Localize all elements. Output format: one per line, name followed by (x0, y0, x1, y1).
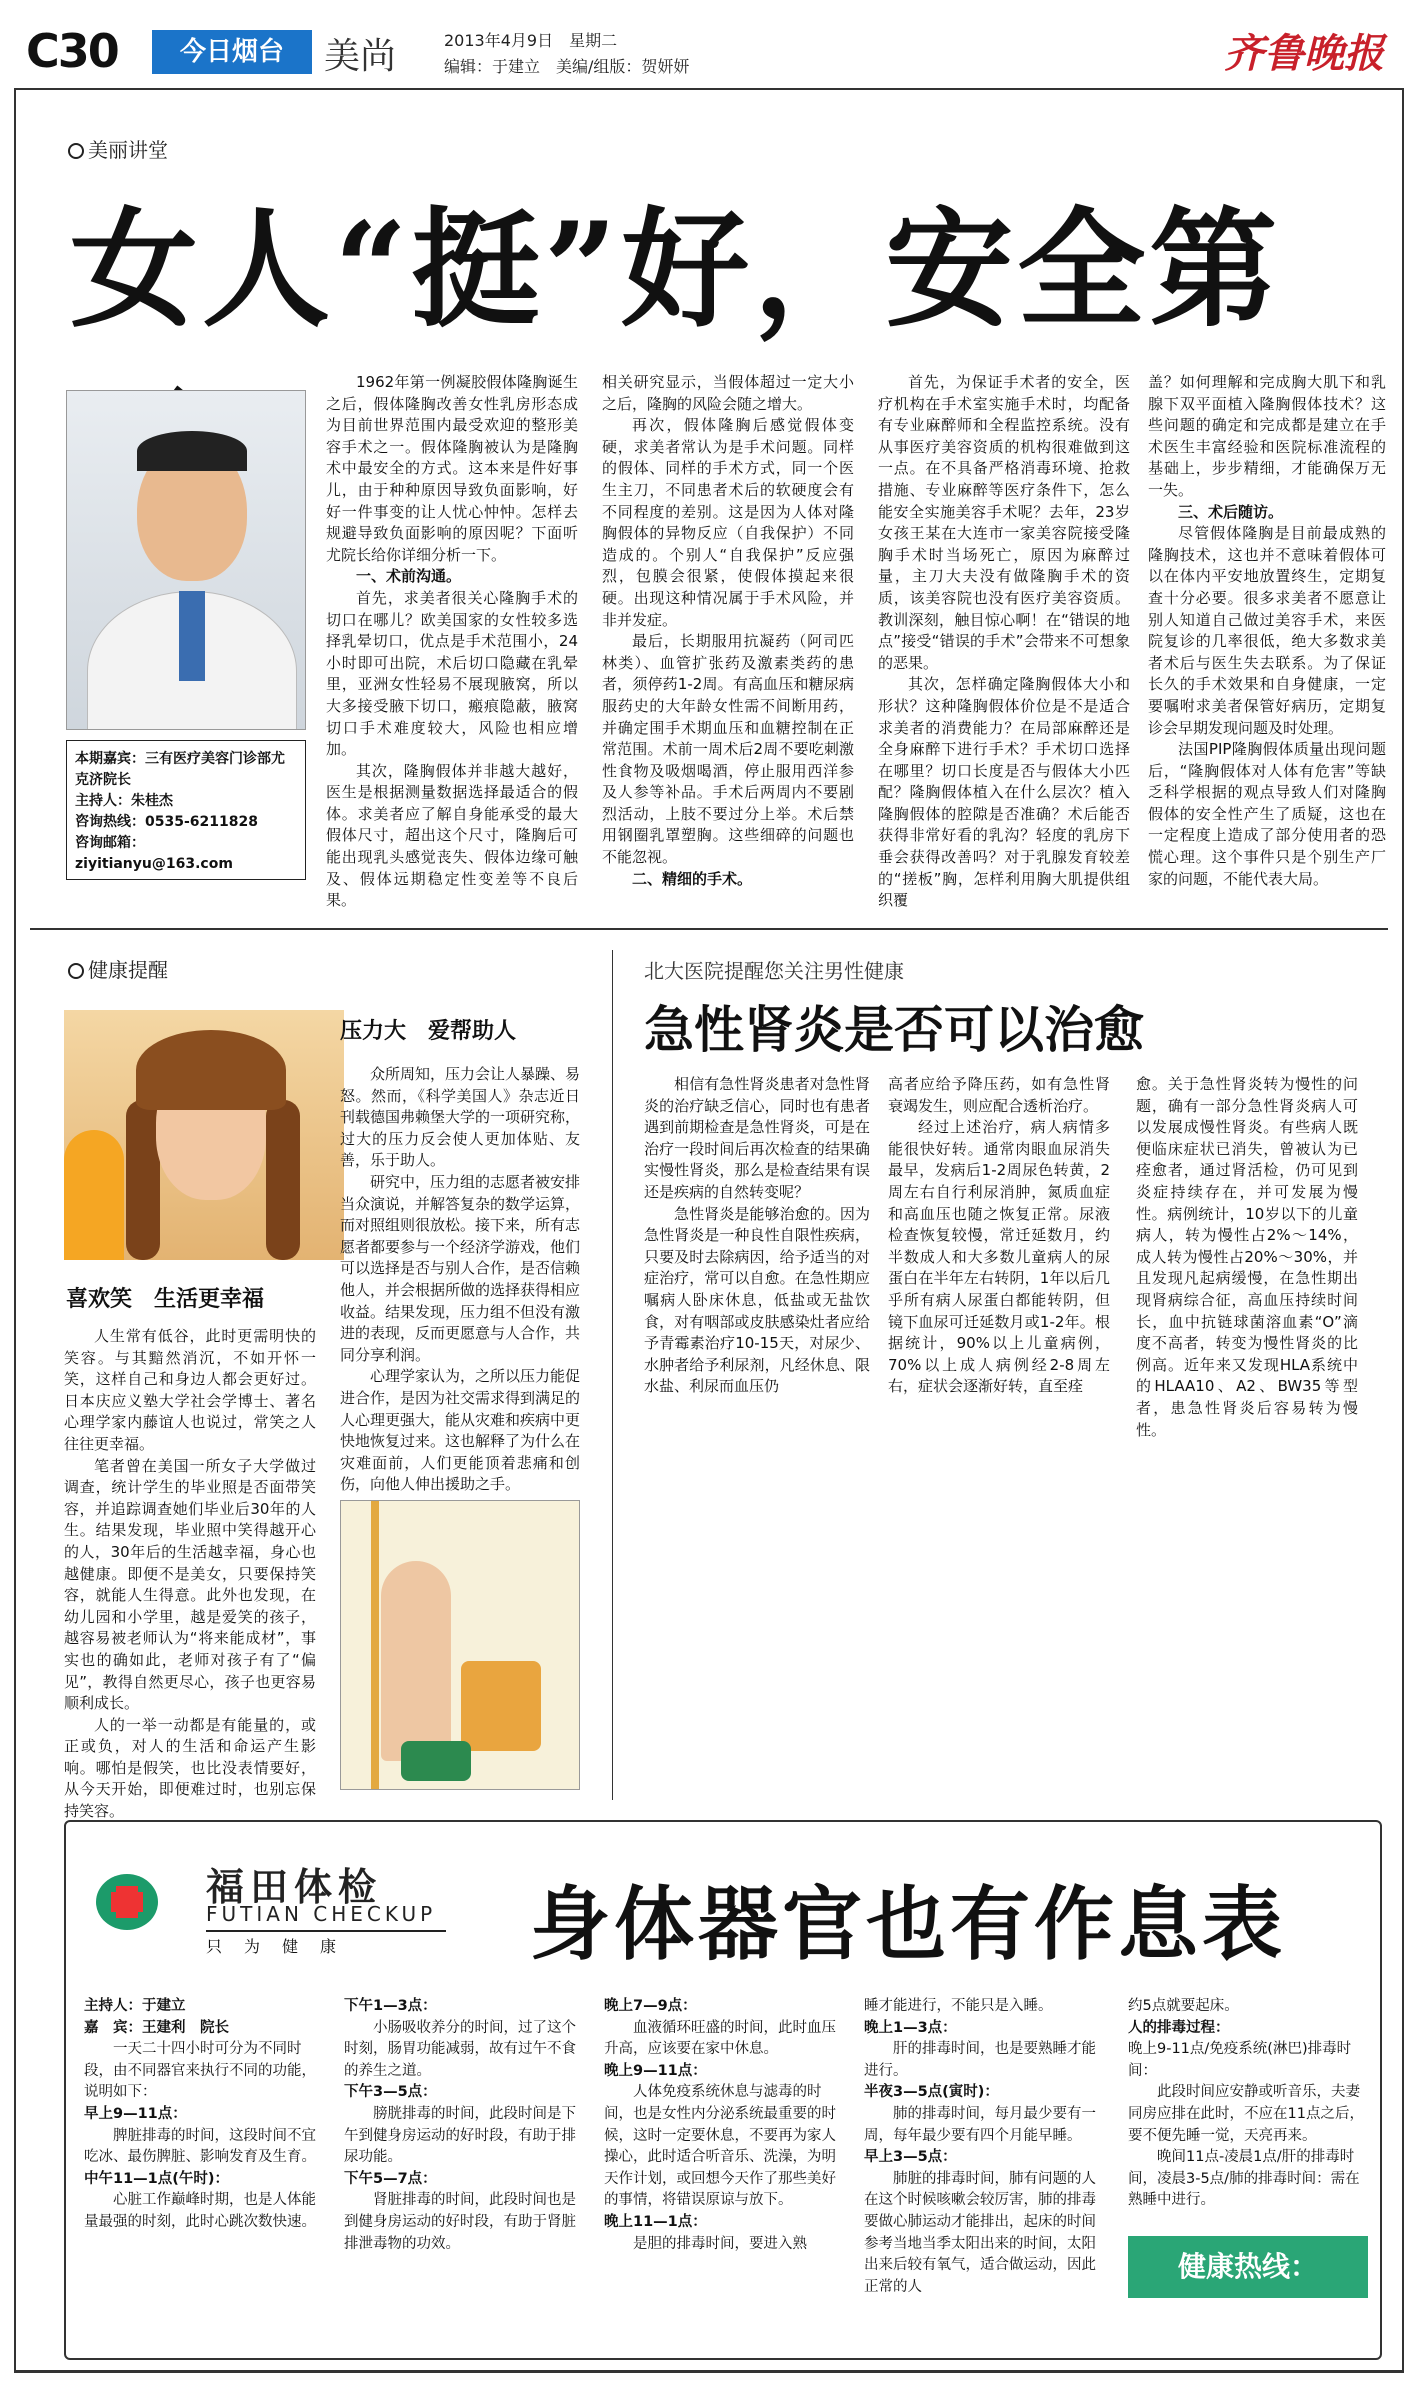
ad-paragraph: 膀胱排毒的时间，此段时间是下午到健身房运动的好时段，有助于排尿功能。 (344, 2105, 576, 2166)
ad-label: 早上3—5点： (864, 2149, 957, 2166)
subheading: 三、术后随访。 (1178, 502, 1284, 521)
column-label-text: 美丽讲堂 (88, 138, 168, 162)
paragraph: 人生常有低谷，此时更需明快的笑容。与其黯然消沉，不如开怀一笑，这样自己和身边人都会更好过。日本庆应义塾大学社会学博士、著名心理学家内藤谊人也说过，常笑之人往往更幸福。 (64, 1327, 316, 1453)
ad-label: 晚上11—1点： (604, 2213, 707, 2230)
ad-label: 下午5—7点： (344, 2170, 437, 2187)
article1-column-4 (1148, 372, 1386, 890)
column-label-text: 健康提醒 (88, 958, 168, 982)
paragraph: 首先，求美者很关心隆胸手术的切口在哪儿？欧美国家的女性较多选择乳晕切口，优点是手术范围小，24小时即可出院，术后切口隐藏在乳晕里，亚洲女性轻易不展现腋窝，所以大多接受腋下切口，瘢痕隐蔽，腋窝切口手术难度较大，风险也相应增加。 (326, 588, 578, 759)
circle-icon (68, 963, 84, 979)
smile-article-column (64, 1326, 316, 1823)
doctor-hair (137, 431, 247, 471)
main-headline: 女人“挺”好，安全第 (70, 195, 1282, 345)
ad-brand-english: FUTIAN CHECKUP (206, 1902, 437, 1926)
article1-column-2 (602, 372, 854, 890)
ad-slogan: 只为健康 (206, 1930, 446, 1957)
ad-headline: 身体器官也有作息表 (530, 1877, 1286, 1971)
editor-credits: 编辑：于建立 美编/组版：贺妍妍 (444, 57, 690, 76)
ad-paragraph: 是胆的排毒时间，要进入熟 (633, 2235, 807, 2252)
bus-cartoon-illustration (340, 1500, 580, 1790)
paragraph: 法国PIP隆胸假体质量出现问题后，“隆胸假体对人体有危害”等缺乏科学根据的观点导致人们对隆胸假体的安全性产生了质疑，这也在一定程度上造成了部分使用者的恐慌心理。这个事件只是个别生产厂家的问题，不能代表大局。 (1148, 740, 1386, 888)
paragraph: 相关研究显示，当假体超过一定大小之后，隆胸的风险会随之增大。 (602, 373, 854, 413)
hotline-line: 咨询热线：0535-6211828 (75, 814, 258, 830)
article1-column-3 (878, 372, 1130, 912)
ad-paragraph: 肝的排毒时间，也是要熟睡才能进行。 (864, 2041, 1096, 2079)
bag-figure (401, 1741, 471, 1781)
ad-label: 下午1—3点： (344, 1998, 437, 2014)
column-label-health (68, 954, 168, 983)
ad-paragraph: 心脏工作巅峰时期，也是人体能量最强的时刻，此时心跳次数快速。 (84, 2192, 316, 2230)
ad-label: 嘉 宾：王建利 院长 (84, 2019, 229, 2036)
ad-paragraph: 肺脏的排毒时间，肺有问题的人在这个时候咳嗽会较厉害，肺的排毒要做心肺运动才能排出，起床的时间参考当地当季太阳出来的时间，太阳出来后较有氧气，适合做运动，因此正常的人 (864, 2170, 1096, 2295)
paragraph: 首先，为保证手术者的安全，医疗机构在手术室实施手术时，均配备有专业麻醉师和全程监控系统。没有从事医疗美容资质的机构很难做到这一点。在不具备严格消毒环境、抢救措施、专业麻醉等医疗条件下，怎么能安全实施美容手术呢？去年，23岁女孩王某在大连市一家美容院接受隆胸手术时当场死亡，原因为麻醉过量，主刀大夫没有做隆胸手术的资质，该美容院也没有医疗美容资质。教训深刻，触目惊心啊！在“错误的地点”接受“错误的手术”会带来不可想象的恶果。 (878, 373, 1130, 672)
paragraph: 再次，假体隆胸后感觉假体变硬，求美者常认为是手术问题。同样的假体、同样的手术方式，同一个医生主刀，不同患者术后的软硬度会有不同程度的差别。这是因为人体对隆胸假体的异物反应（自我保护）不同造成的。个别人“自我保护”反应强烈，包膜会很紧，使假体摸起来很硬。出现这种情况属于手术风险，并非并发症。 (602, 416, 854, 629)
newspaper-logo: 齐鲁晚报 (1224, 30, 1384, 77)
ad-brand-name: 福田体检 (206, 1865, 383, 1909)
page-number: C30 (26, 24, 118, 78)
ad-label: 晚上1—3点： (864, 2019, 957, 2036)
issue-date: 2013年4月9日 星期二 (444, 31, 618, 50)
ad-label: 晚上9—11点： (604, 2062, 707, 2079)
girl-hair (136, 1030, 286, 1110)
smile-caption: 喜欢笑 生活更幸福 (66, 1287, 265, 1312)
ad-paragraph: 肺的排毒时间，每月最少要有一周，每年最少要有四个月能早睡。 (864, 2105, 1096, 2144)
doctor-tie (179, 591, 205, 681)
ad-label: 下午3—5点： (344, 2084, 437, 2101)
subheading: 二、精细的手术。 (632, 869, 753, 888)
elderly-man-figure (381, 1561, 451, 1761)
boy-figure (64, 1130, 124, 1260)
ad-label: 中午11—1点(午时)： (84, 2170, 230, 2187)
kidney-column-2 (888, 1074, 1110, 1398)
paragraph: 心理学家认为，之所以压力能促进合作，是因为社交需求得到满足的人心理更强大，能从灾难和疾病中更快地恢复过来。这也解释了为什么在灾难面前，人们更能顶着悲痛和创伤，向他人伸出援助之手。 (340, 1367, 581, 1494)
doctor-photo (66, 390, 306, 730)
host-line: 主持人：朱桂杰 (75, 793, 173, 809)
column-label-beauty (68, 134, 168, 163)
kidney-headline: 急性肾炎是否可以治愈 (644, 1000, 1144, 1059)
guest-info-box (66, 740, 306, 880)
section-divider (30, 928, 1388, 930)
ad-column-5 (1128, 1996, 1368, 2212)
ad-paragraph: 人体免疫系统休息与滤毒的时间，也是女性内分泌系统最重要的时候，这时一定要休息，不要再为家人操心，此时适合听音乐、洗澡，为明天作计划，或回想今天作了那些美好的事情，将错误原谅与放下。 (604, 2084, 836, 2209)
ad-paragraph: 血液循环旺盛的时间，此时血压升高，应该要在家中休息。 (604, 2019, 836, 2058)
subheading: 一、术前沟通。 (356, 567, 462, 586)
ad-label: 人的排毒过程： (1128, 2019, 1230, 2036)
ad-label: 早上9—11点： (84, 2105, 187, 2122)
section-tag[interactable]: 今日烟台 (152, 30, 312, 74)
ad-column-4 (864, 1996, 1104, 2298)
article1-column-1 (326, 372, 578, 912)
health-hotline-banner[interactable]: 健康热线：6872222 (1128, 2236, 1368, 2298)
ad-column-3 (604, 1996, 844, 2255)
kidney-kicker: 北大医院提醒您关注男性健康 (644, 959, 904, 983)
girl-braid-left (126, 1100, 160, 1260)
bus-pole (371, 1501, 379, 1790)
paragraph: 人的一举一动都是有能量的，或正或负，对人的生活和命运产生影响。哪怕是假笑，也比没表情要好，从今天开始，即便难过时，也别忘保持笑容。 (64, 1715, 316, 1821)
stress-article-column (340, 1064, 580, 1496)
paragraph: 愈。关于急性肾炎转为慢性的问题，确有一部分急性肾炎病人可以发展成慢性肾炎。有些病人既便临床症状已消失，曾被认为已痊愈者，通过肾活检，仍可见到炎症持续存在，并可发展为慢性。病例统计，10岁以下的儿童病人，转为慢性占2%～14%，成人转为慢性占20%～30%，并且发现凡起病缓慢，在急性期出现肾病综合征，高血压持续时间长，血中抗链球菌溶血素“O”滴度不高者，转变为慢性肾炎的比例高。近年来又发现HLA系统中的HLAA10、A2、BW35等型者，患急性肾炎后容易转为慢性。 (1136, 1075, 1358, 1439)
circle-icon (68, 143, 84, 159)
ad-paragraph: 小肠吸收养分的时间，过了这个时刻，肠胃功能减弱，故有过午不食的养生之道。 (344, 2019, 576, 2079)
masthead (20, 18, 1400, 80)
ad-paragraph: 脾脏排毒的时间，这段时间不宜吃冰、最伤脾脏、影响发育及生育。 (84, 2127, 316, 2166)
stress-article-title: 压力大 爱帮助人 (340, 1019, 517, 1044)
section-name: 美尚 (324, 36, 397, 77)
paragraph: 其次，隆胸假体并非越大越好，医生是根据测量数据选择最适合的假体。求美者应了解自身能承受的最大假体尺寸，超出这个尺寸，隆胸后可能出现乳头感觉丧失、假体边缘可触及、假体远期稳定性变差等不良后果。 (326, 761, 578, 910)
paragraph: 急性肾炎是能够治愈的。因为急性肾炎是一种良性自限性疾病，只要及时去除病因，给予适当的对症治疗，常可以自愈。在急性期应嘱病人卧床休息，低盐或无盐饮食，对有咽部或皮肤感染灶者应给予青霉素治疗10-15天，对尿少、水肿者给予利尿剂，凡经休息、限水盐、利尿而血压仍 (644, 1204, 870, 1396)
guest-line: 本期嘉宾：三有医疗美容门诊部尤克济院长 (75, 751, 285, 788)
kidney-column-1 (644, 1074, 870, 1398)
ad-column-2 (344, 1996, 584, 2255)
paragraph: 笔者曾在美国一所女子大学做过调查，统计学生的毕业照是否面带笑容，并追踪调查她们毕业后30年的人生。结果发现，毕业照中笑得越开心的人，30年后的生活越幸福，身心也越健康。即便不是美女，只要保持笑容，就能人生得意。此外也发现，在幼儿园和小学里，越是爱笑的孩子，越容易被老师认为“将来能成材”，事实也的确如此，老师对孩子有了“偏见”，教得自然更尽心，孩子也更容易顺利成长。 (64, 1456, 316, 1713)
ad-paragraph: 晚间11点-凌晨1点/肝的排毒时间，凌晨3-5点/肺的排毒时间：需在熟睡中进行。 (1128, 2149, 1360, 2209)
paragraph: 盖？如何理解和完成胸大肌下和乳腺下双平面植入隆胸假体技术？这些问题的确定和完成都是建立在手术医生丰富经验和医院标准流程的基础上，步步精细，才能确保万无一失。 (1148, 373, 1386, 499)
paragraph: 最后，长期服用抗凝药（阿司匹林类）、血管扩张药及激素类药的患者，须停药1-2周。有高血压和糖尿病服药史的大年龄女性需不间断用药，并确定围手术期血压和血糖控制在正常范围。术前一周术后2周不要吃刺激性食物及吸烟喝酒，停止服用西洋参及人参等补品。手术后两周内不要剧烈活动，上肢不要过分上举。术后禁用钢圈乳罩塑胸。这些细碎的问题也不能忽视。 (602, 632, 854, 867)
email-line: 咨询邮箱：ziyitianyu@163.com (75, 835, 233, 872)
paragraph: 尽管假体隆胸是目前最成熟的隆胸技术，这也并不意味着假体可以在体内平安地放置终生，定期复查十分必要。很多求美者不愿意让别人知道自己做过美容手术，来医院复诊的几率很低，绝大多数求美者术后与医生失去联系。为了保证长久的手术效果和自身健康，一定要嘱咐求美者保管好病历，定期复诊会早期发现问题及时处理。 (1148, 524, 1386, 737)
ad-continued-text: 睡才能进行，不能只是入睡。 (864, 1998, 1053, 2014)
bottom-rule (14, 2370, 1404, 2373)
ad-paragraph: 肾脏排毒的时间，此段时间也是到健身房运动的好时段，有助于肾脏排泄毒物的功效。 (344, 2192, 576, 2252)
paragraph: 相信有急性肾炎患者对急性肾炎的治疗缺乏信心，同时也有患者遇到前期检查是急性肾炎，可是在治疗一段时间后再次检查的结果确实慢性肾炎，那么是检查结果有误还是疾病的自然转变呢？ (644, 1075, 870, 1201)
cross-icon (111, 1892, 143, 1912)
girl-braid-right (266, 1100, 300, 1260)
kidney-column-3 (1136, 1074, 1358, 1441)
ad-column-1 (84, 1996, 324, 2234)
ad-continued-text: 晚上9-11点/免疫系统(淋巴)排毒时间： (1128, 2041, 1352, 2079)
ad-label: 主持人：于建立 (84, 1998, 186, 2014)
ad-label: 半夜3—5点(寅时)： (864, 2084, 999, 2101)
paragraph: 研究中，压力组的志愿者被安排当众演说，并解答复杂的数学运算，而对照组则很放松。接下来，所有志愿者都要参与一个经济学游戏，他们可以选择是否与别人合作，是否信赖他人，并会根据所做的选择获得相应收益。结果发现，压力组不但没有激进的表现，反而更愿意与人合作，共同分享利润。 (340, 1172, 581, 1364)
paragraph: 1962年第一例凝胶假体隆胸诞生之后，假体隆胸改善女性乳房形态成为目前世界范围内最受欢迎的整形美容手术之一。假体隆胸被认为是隆胸术中最安全的方式。这本来是件好事儿，由于种种原因导致负面影响，好好一件事变的让人忧心忡忡。怎样去规避导致负面影响的原因呢？下面听尤院长给你详细分析一下。 (326, 373, 578, 564)
ad-label: 晚上7—9点： (604, 1998, 697, 2014)
smiling-girl-photo (64, 1010, 344, 1260)
paragraph: 高者应给予降压药，如有急性肾衰竭发生，则应配合透析治疗。 (888, 1075, 1110, 1115)
ad-paragraph: 一天二十四小时可分为不同时段，由不同器官来执行不同的功能，说明如下： (84, 2041, 316, 2101)
paragraph: 众所周知，压力会让人暴躁、易怒。然而，《科学美国人》杂志近日刊载德国弗赖堡大学的一项研究称，过大的压力反会使人更加体贴、友善，乐于助人。 (340, 1065, 581, 1170)
ad-continued-text: 约5点就要起床。 (1128, 1998, 1239, 2014)
paragraph: 经过上述治疗，病人病情多能很快好转。通常肉眼血尿消失最早，发病后1-2周尿色转黄，2周左右自行利尿消肿，氮质血症和高血压也随之恢复正常。尿液检查恢复较慢，常迁延数月，约半数成人和大多数儿童病人的尿蛋白在半年左右转阴，1年以后几乎所有病人尿蛋白都能转阴，但镜下血尿可迁延数月或1-2年。根据统计，90%以上儿童病例，70%以上成人病例经2-8周左右，症状会逐渐好转，直至痊 (888, 1118, 1110, 1396)
ad-paragraph: 此段时间应安静或听音乐，夫妻同房应排在此时，不应在11点之后，要不便先睡一觉，天亮再来。 (1128, 2084, 1364, 2144)
paragraph: 其次，怎样确定隆胸假体大小和形状？这种隆胸假体价位是不是适合求美者的消费能力？在局部麻醉还是全身麻醉下进行手术？手术切口选择在哪里？切口长度是否与假体大小匹配？隆胸假体植入在什么层次？植入隆胸假体的腔隙是否准确？术后能否获得非常好看的乳沟？轻度的乳房下垂会获得改善吗？对于乳腺发育较差的“搓板”胸，怎样利用胸大肌提供组织覆 (878, 675, 1130, 910)
column-divider (612, 950, 613, 1800)
bus-seat (461, 1661, 541, 1751)
